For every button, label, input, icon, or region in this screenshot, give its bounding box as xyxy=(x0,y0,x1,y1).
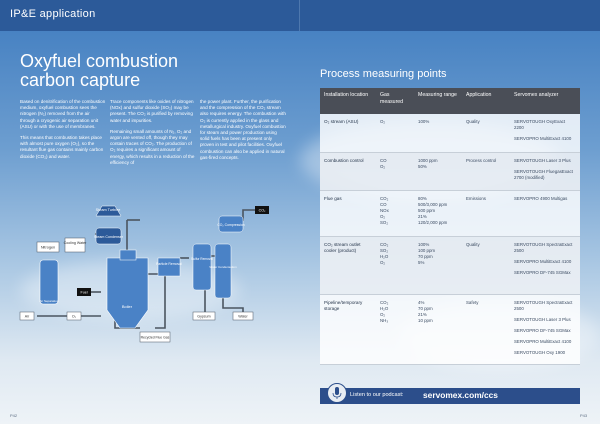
table-header-row xyxy=(320,88,580,114)
cell-analyzers: SERVOPRO 4900 Multigas xyxy=(510,190,580,236)
cell-location: CO₂ stream outlet cooler (product) xyxy=(320,236,376,294)
boiler-drum xyxy=(120,250,136,260)
water-label: Water xyxy=(238,314,248,319)
sulfur-removal-label: Sulfur Removal xyxy=(191,257,213,261)
steam-condenser-label: Steam Condenser xyxy=(94,235,123,239)
podcast-link[interactable]: servomex.com/ccs xyxy=(423,390,498,400)
col-gas: Gas measured xyxy=(376,88,414,114)
cell-ranges: 80% 500/3,000 ppm 500 ppm 21% 120/2,000 ppm xyxy=(414,190,462,236)
col-range: Measuring range xyxy=(414,88,462,114)
recycled-flue-gas-label: Recycled Flue Gas xyxy=(140,335,170,340)
measuring-points-title: Process measuring points xyxy=(320,68,447,80)
col-application: Application xyxy=(462,88,510,114)
body-column-2: Trace components like oxides of nitrogen (NOx) and sulfur dioxide (SO₂) may be present. The CO₂ is purified by removing water and impurities. Remaining small amounts of N₂, O₂ and argon are vented off, though they may contain traces of CO₂. The production of O₂ requires a significant amount of energy, which results in a reduction of the efficiency of xyxy=(110,99,195,165)
cell-application: Safety xyxy=(462,294,510,364)
gypsum-label: Gypsum xyxy=(197,314,211,319)
nitrogen-label: Nitrogen xyxy=(40,245,56,250)
cell-application: Quality xyxy=(462,114,510,152)
page-headline: Oxyfuel combustion carbon capture xyxy=(20,51,179,90)
cell-ranges: 100% 100 ppm 70 ppm 5% xyxy=(414,236,462,294)
sulfur-removal-shape xyxy=(193,244,211,290)
table-row xyxy=(320,152,580,190)
fuel-label: Fuel xyxy=(80,290,88,295)
cell-gases: CO O₂ xyxy=(376,152,414,190)
cell-analyzers: SERVOTOUGH SpectraExact 2500 SERVOTOUGH Laser 3 Plus SERVOPRO DF-745 SGMax SERVOPRO MultiExact 4100 SERVOTOUGH Oxy 1900 xyxy=(510,294,580,364)
water-condensation-shape xyxy=(215,244,231,298)
cell-location: O₂ stream (ASU) xyxy=(320,114,376,152)
cooling-water-label: Cooling Water xyxy=(63,241,87,245)
spread-divider xyxy=(299,0,300,31)
cell-gases: CO₂ H₂O O₂ NH₃ xyxy=(376,294,414,364)
cell-location: Pipeline/temporary storage xyxy=(320,294,376,364)
table-row xyxy=(320,114,580,152)
cell-ranges: 1000 ppm 50% xyxy=(414,152,462,190)
cell-application: Emissions xyxy=(462,190,510,236)
cell-gases: O₂ xyxy=(376,114,414,152)
page-number-left: P42 xyxy=(10,413,18,418)
section-header-bar xyxy=(0,0,600,31)
water-condensation-label: Water Condensation xyxy=(209,265,237,269)
microphone-icon xyxy=(327,383,347,403)
body-column-1: Based on denitrification of the combustion medium, oxyfuel combustion sees the nitrogen (N₂) removed from the air through a cryogenic air separation unit (ASU) or with the use of membranes. This means that combustion takes place with almost pure oxygen (O₂), so the resultant flue gas contains mainly carbon dioxide (CO₂) and water. xyxy=(20,99,106,159)
podcast-banner[interactable] xyxy=(320,388,580,404)
o2-label: O₂ xyxy=(71,314,77,319)
col-analyzer: Servomex analyzer xyxy=(510,88,580,114)
measuring-points-table xyxy=(320,88,580,365)
steam-turbine-label: Steam Turbine xyxy=(95,208,121,212)
cell-gases: CO₂ SO₂ H₂O O₂ xyxy=(376,236,414,294)
co2-compression-label: CO₂ Compression xyxy=(217,223,245,227)
air-separation-shape xyxy=(40,260,58,304)
air-separation-label: Air Separation xyxy=(39,299,59,303)
page-number-right: P43 xyxy=(580,413,588,418)
body-column-3: the power plant. Further, the purification and the compression of the CO₂ stream also requires energy. The combustion with O₂ is currently applied in the glass and metallurgical industry. Oxyfuel combustion for steam and power production using solid fuels has been at present only proven in test and pilot facilities. Oxyfuel combustion can also be applied in natural gas-fired concepts. xyxy=(200,99,286,160)
cell-application: Process control xyxy=(462,152,510,190)
table-row xyxy=(320,294,580,364)
table-row xyxy=(320,190,580,236)
cell-ranges: 100% xyxy=(414,114,462,152)
air-label: Air xyxy=(24,314,30,319)
boiler-label: Boiler xyxy=(121,304,133,309)
cell-ranges: 4% 70 ppm 21% 10 ppm xyxy=(414,294,462,364)
cell-location: Flue gas xyxy=(320,190,376,236)
boiler-shape xyxy=(107,258,148,328)
cell-analyzers: SERVOTOUGH SpectraExact 2500 SERVOPRO MultiExact 4100 SERVOPRO DF-745 SGMax xyxy=(510,236,580,294)
co2-label: CO₂ xyxy=(258,208,266,213)
cell-application: Quality xyxy=(462,236,510,294)
podcast-prefix: Listen to our podcast: xyxy=(350,392,404,398)
cell-analyzers: SERVOTOUGH OxyExact 2200 SERVOPRO MultiExact 4100 xyxy=(510,114,580,152)
oxyfuel-process-diagram xyxy=(15,198,282,358)
particle-removal-shape xyxy=(158,258,180,276)
section-title: IP&E application xyxy=(10,8,96,20)
table-row xyxy=(320,236,580,294)
cell-analyzers: SERVOTOUGH Laser 3 Plus SERVOTOUGH FluegasExact 2700 (modified) xyxy=(510,152,580,190)
cell-gases: CO₂ CO NOx O₂ SO₂ xyxy=(376,190,414,236)
particle-removal-label: Particle Removal xyxy=(156,262,182,266)
cell-location: Combustion control xyxy=(320,152,376,190)
col-location: Installation location xyxy=(320,88,376,114)
